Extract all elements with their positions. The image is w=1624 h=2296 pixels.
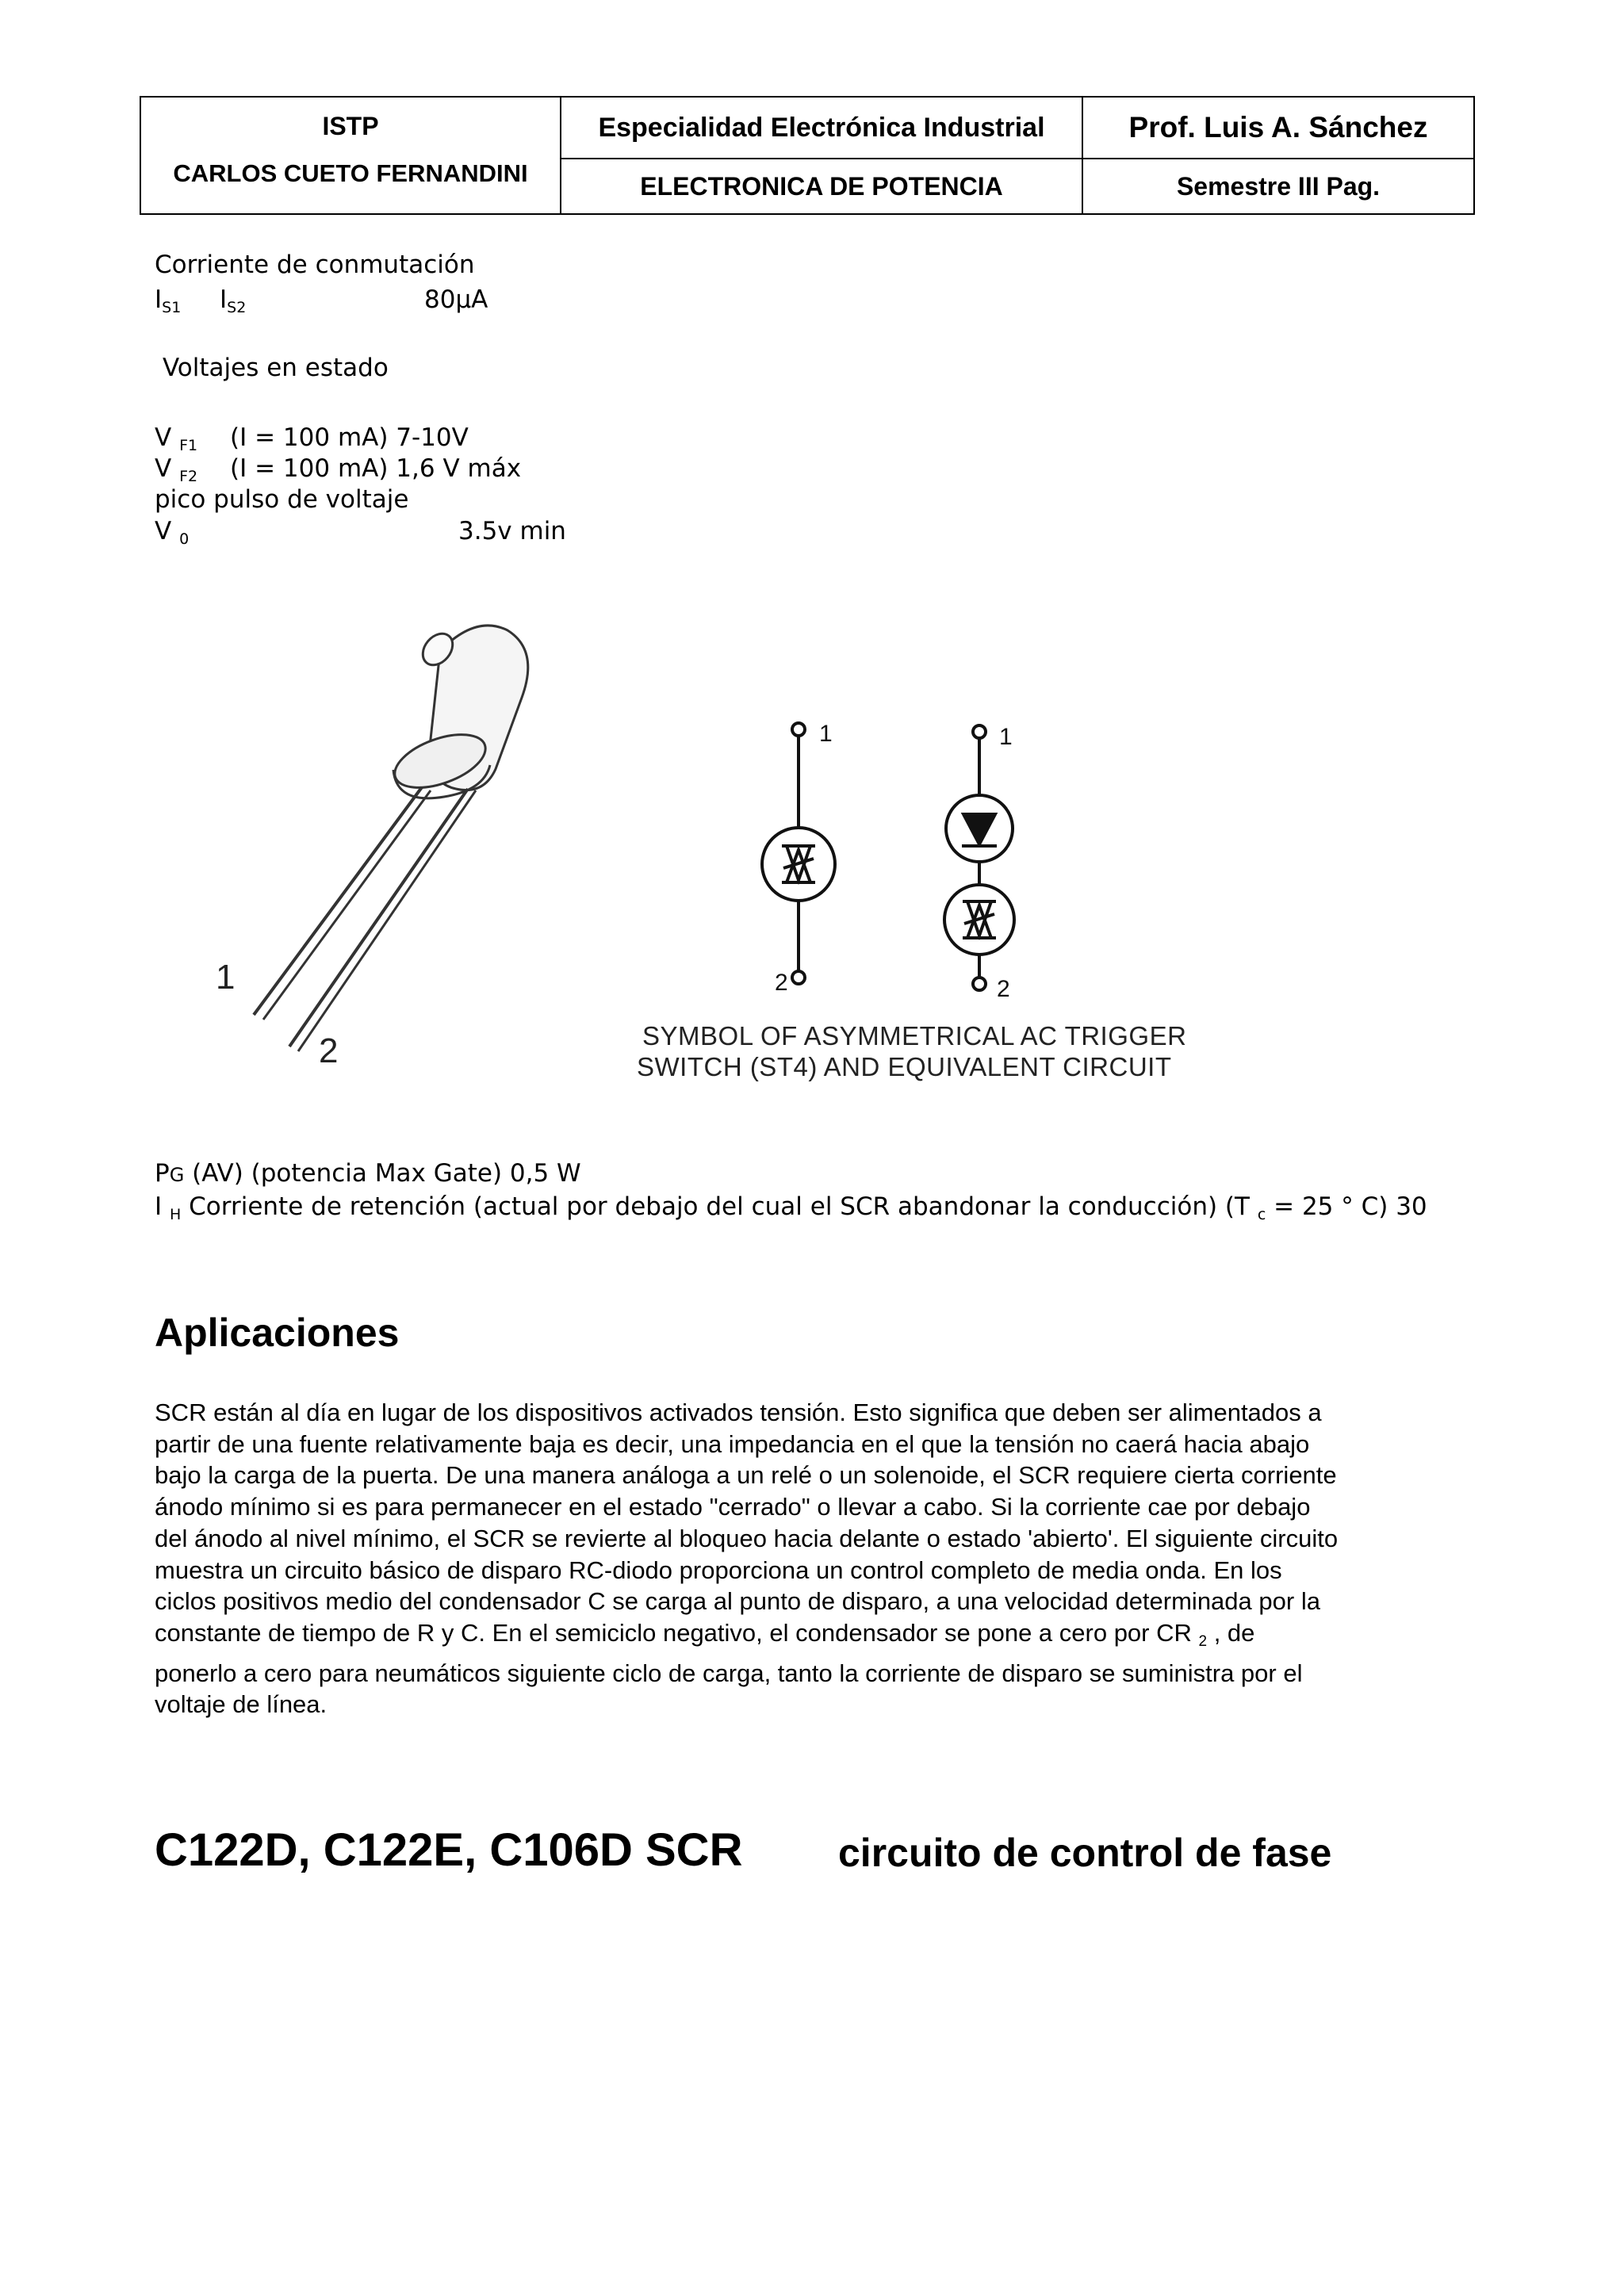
header-table xyxy=(140,96,1475,215)
sym2-pin-1: 1 xyxy=(999,724,1013,750)
voltages-title: Voltajes en estado xyxy=(163,354,389,382)
ih-sub: H xyxy=(170,1206,182,1223)
st4-device-drawing xyxy=(254,626,528,1051)
is2-sub: S2 xyxy=(227,299,247,316)
spec-vf1 xyxy=(155,423,197,454)
ih-symbol: I xyxy=(155,1192,163,1221)
vf2-symbol: V xyxy=(155,454,172,483)
v0-symbol: V xyxy=(155,517,172,545)
sym1-pin-2: 2 xyxy=(775,970,788,996)
paragraph-line: SCR están al día en lugar de los dispositivos activados tensión. Esto significa que deben ser alimentados a xyxy=(155,1399,1322,1426)
vf1-symbol: V xyxy=(155,423,172,452)
figure-caption-line2: SWITCH (ST4) AND EQUIVALENT CIRCUIT xyxy=(637,1052,1172,1081)
ih-spec xyxy=(155,1192,1427,1223)
pg-spec xyxy=(155,1159,581,1188)
ih-rest2: = 25 ° C) 30 xyxy=(1266,1192,1427,1221)
header-specialty: Especialidad Electrónica Industrial xyxy=(561,98,1083,159)
spec-vf2 xyxy=(155,454,197,485)
paragraph-line: ponerlo a cero para neumáticos siguiente ciclo de carga, tanto la corriente de disparo se suministra por el xyxy=(155,1659,1303,1687)
section2-heading-main: C122D, C122E, C106D SCR xyxy=(155,1824,743,1876)
applications-paragraph xyxy=(155,1397,1487,1720)
cr-after: , de xyxy=(1207,1618,1255,1647)
is1-symbol: I xyxy=(155,285,163,314)
vf2-value: (I = 100 mA) 1,6 V máx xyxy=(230,454,522,483)
vf1-sub: F1 xyxy=(179,437,198,454)
section2-heading-sub: circuito de control de fase xyxy=(838,1831,1332,1875)
paragraph-line: ciclos positivos medio del condensador C se carga al punto de disparo, a una velocidad determinada por la xyxy=(155,1587,1320,1616)
cr-sub: 2 xyxy=(1198,1632,1208,1650)
header-course: ELECTRONICA DE POTENCIA xyxy=(561,159,1083,213)
spec-is2 xyxy=(220,285,246,316)
header-professor: Prof. Luis A. Sánchez xyxy=(1083,98,1473,159)
is-value: 80µA xyxy=(424,285,488,314)
ih-rest1: Corriente de retención (actual por debajo del cual el SCR abandonar la conducción) (T xyxy=(181,1192,1250,1221)
sym2-pin-2: 2 xyxy=(997,976,1010,1002)
lead-label-2: 2 xyxy=(319,1031,339,1070)
paragraph-line: bajo la carga de la puerta. De una manera análoga a un relé o un solenoide, el SCR requiere cierta corriente xyxy=(155,1461,1337,1490)
pg-symbol: P xyxy=(155,1159,170,1188)
paragraph-line: muestra un circuito básico de disparo RC-diodo proporciona un control completo de media onda. En los xyxy=(155,1556,1282,1584)
header-school-name: CARLOS CUETO FERNANDINI xyxy=(173,159,528,187)
vf2-sub: F2 xyxy=(179,468,198,485)
switching-current-title: Corriente de conmutación xyxy=(155,251,475,279)
paragraph-line-cr xyxy=(155,1617,1487,1658)
sym1-pin-1: 1 xyxy=(819,721,833,747)
pulse-title: pico pulso de voltaje xyxy=(155,485,409,514)
vf1-value: (I = 100 mA) 7-10V xyxy=(230,423,469,452)
header-institution-cell xyxy=(141,98,561,213)
header-semester: Semestre III Pag. xyxy=(1176,171,1381,201)
applications-heading: Aplicaciones xyxy=(155,1311,400,1355)
is1-sub: S1 xyxy=(162,299,182,316)
paragraph-line: del ánodo al nivel mínimo, el SCR se revierte al bloqueo hacia delante o estado 'abierto'. El siguiente circuito xyxy=(155,1524,1339,1552)
equivalent-circuit-symbol xyxy=(944,725,1014,990)
st4-symbol xyxy=(762,723,835,984)
lead-label-1: 1 xyxy=(216,958,236,997)
spec-is1 xyxy=(155,285,181,316)
v0-sub: 0 xyxy=(179,530,190,548)
pg-small: G xyxy=(169,1164,185,1186)
ih-tc-sub: c xyxy=(1257,1206,1266,1223)
st4-figure xyxy=(143,583,1253,1138)
header-istp: ISTP xyxy=(322,112,379,140)
pg-rest: (AV) (potencia Max Gate) 0,5 W xyxy=(184,1159,581,1188)
v0-value: 3.5v min xyxy=(458,517,566,545)
paragraph-line-text: constante de tiempo de R y C. En el semiciclo negativo, el condensador se pone a cero por CR xyxy=(155,1618,1192,1647)
paragraph-line: ánodo mínimo si es para permanecer en el estado "cerrado" o llevar a cabo. Si la corriente cae por debajo xyxy=(155,1493,1311,1521)
paragraph-line: voltaje de línea. xyxy=(155,1690,327,1719)
paragraph-line: partir de una fuente relativamente baja es decir, una impedancia en el que la tensión no caerá hacia abajo xyxy=(155,1429,1310,1458)
is2-symbol: I xyxy=(220,285,228,314)
figure-caption-line1: SYMBOL OF ASYMMETRICAL AC TRIGGER xyxy=(642,1021,1187,1050)
spec-v0 xyxy=(155,517,189,548)
